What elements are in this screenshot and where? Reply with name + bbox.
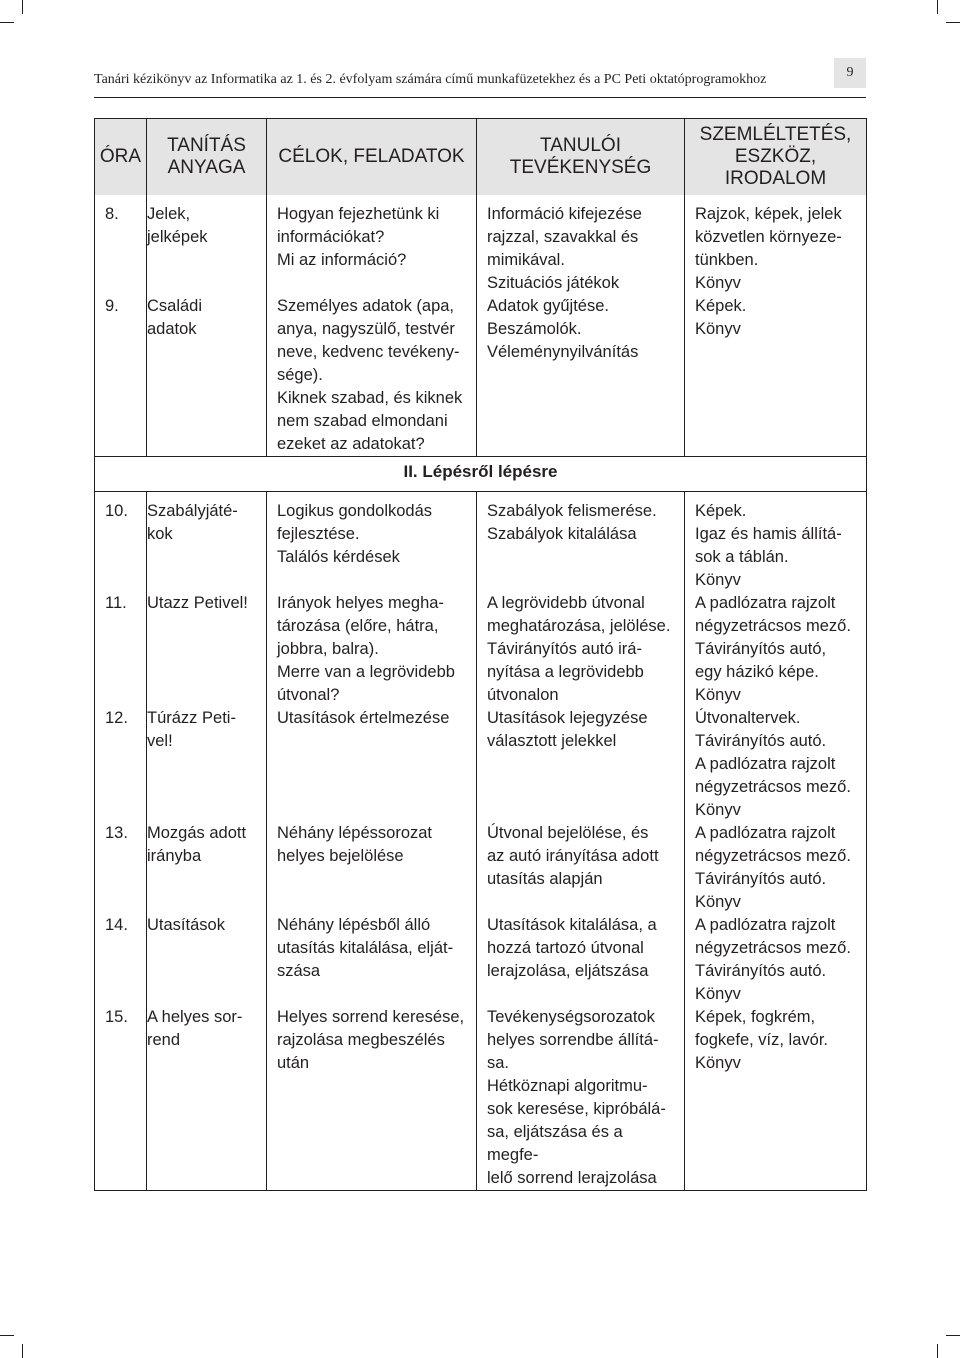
cell-celok: Hogyan fejezhetünk ki információkat? Mi az információ? [267, 195, 477, 295]
cell-anyag: A helyes sor- rend [147, 1006, 267, 1191]
page-number: 9 [834, 58, 866, 88]
cell-tevekenyseg: Útvonal bejelölése, és az autó irányítása adott utasítás alapján [477, 822, 685, 914]
crop-mark [946, 22, 960, 23]
cell-tevekenyseg: Adatok gyűjtése. Beszámolók. Véleménynyilvánítás [477, 295, 685, 457]
cell-tevekenyseg: A legrövidebb útvonal meghatározása, jelölése. Távirányítós autó irá- nyítása a legrövidebb útvonalon [477, 592, 685, 707]
cell-anyag: Utazz Petivel! [147, 592, 267, 707]
cell-tevekenyseg: Tevékenységsorozatok helyes sorrendbe állítá- sa. Hétköznapi algoritmu- sok keresése, kipróbálá- sa, eljátszása és a megfe- lelő sorrend lerajzolása [477, 1006, 685, 1191]
table-row [95, 492, 867, 593]
section-title: II. Lépésről lépésre [95, 457, 867, 492]
cell-eszkoz: Rajzok, képek, jelek közvetlen környeze- tünkben. Könyv [685, 195, 867, 295]
cell-anyag: Szabályjáté- kok [147, 492, 267, 593]
cell-eszkoz: Képek. Könyv [685, 295, 867, 457]
cell-ora: 10. [95, 492, 147, 593]
cell-anyag: Jelek, jelképek [147, 195, 267, 295]
column-header-anyag: TANÍTÁS ANYAGA [147, 119, 267, 196]
crop-mark [22, 1344, 23, 1358]
lesson-plan-table [94, 118, 867, 1191]
table-row [95, 592, 867, 707]
column-header-celok: CÉLOK, FELADATOK [267, 119, 477, 196]
cell-ora: 14. [95, 914, 147, 1006]
header-rule [94, 97, 866, 98]
crop-mark [22, 0, 23, 14]
table-row [95, 914, 867, 1006]
cell-ora: 12. [95, 707, 147, 822]
running-header: Tanári kézikönyv az Informatika az 1. és 2. évfolyam számára című munkafüzetekhez és a PC Peti oktatóprogramokhoz [94, 72, 767, 87]
cell-tevekenyseg: Információ kifejezése rajzzal, szavakkal és mimikával. Szituációs játékok [477, 195, 685, 295]
cell-celok: Irányok helyes megha- tározása (előre, hátra, jobbra, balra). Merre van a legrövidebb útvonal? [267, 592, 477, 707]
table-row [95, 707, 867, 822]
crop-mark [946, 1335, 960, 1336]
section-row [95, 457, 867, 492]
column-header-ora: ÓRA [95, 119, 147, 196]
cell-celok: Személyes adatok (apa, anya, nagyszülő, testvér neve, kedvenc tevékeny- sége). Kiknek szabad, és kiknek nem szabad elmondani ezeket az adatokat? [267, 295, 477, 457]
cell-celok: Utasítások értelmezése [267, 707, 477, 822]
crop-mark [0, 1335, 14, 1336]
cell-celok: Helyes sorrend keresése, rajzolása megbeszélés után [267, 1006, 477, 1191]
cell-eszkoz: A padlózatra rajzolt négyzetrácsos mező. Távirányítós autó. Könyv [685, 822, 867, 914]
table-row [95, 822, 867, 914]
cell-ora: 8. [95, 195, 147, 295]
cell-ora: 13. [95, 822, 147, 914]
crop-mark [937, 0, 938, 14]
column-header-tevekenyseg: TANULÓI TEVÉKENYSÉG [477, 119, 685, 196]
cell-ora: 15. [95, 1006, 147, 1191]
crop-mark [937, 1344, 938, 1358]
cell-tevekenyseg: Szabályok felismerése. Szabályok kitalálása [477, 492, 685, 593]
table-row [95, 1006, 867, 1191]
cell-ora: 11. [95, 592, 147, 707]
column-header-eszkoz: SZEMLÉLTETÉS, ESZKÖZ, IRODALOM [685, 119, 867, 196]
table-row [95, 295, 867, 457]
cell-ora: 9. [95, 295, 147, 457]
cell-anyag: Utasítások [147, 914, 267, 1006]
cell-celok: Néhány lépéssorozat helyes bejelölése [267, 822, 477, 914]
cell-tevekenyseg: Utasítások kitalálása, a hozzá tartozó útvonal lerajzolása, eljátszása [477, 914, 685, 1006]
crop-mark [0, 22, 14, 23]
cell-eszkoz: A padlózatra rajzolt négyzetrácsos mező. Távirányítós autó. Könyv [685, 914, 867, 1006]
cell-eszkoz: Képek. Igaz és hamis állítá- sok a táblán. Könyv [685, 492, 867, 593]
table-header-row [95, 119, 867, 196]
table-row [95, 195, 867, 295]
cell-eszkoz: A padlózatra rajzolt négyzetrácsos mező. Távirányítós autó, egy házikó képe. Könyv [685, 592, 867, 707]
cell-eszkoz: Képek, fogkrém, fogkefe, víz, lavór. Könyv [685, 1006, 867, 1191]
cell-anyag: Mozgás adott irányba [147, 822, 267, 914]
cell-eszkoz: Útvonaltervek. Távirányítós autó. A padlózatra rajzolt négyzetrácsos mező. Könyv [685, 707, 867, 822]
cell-anyag: Túrázz Peti- vel! [147, 707, 267, 822]
cell-celok: Logikus gondolkodás fejlesztése. Találós kérdések [267, 492, 477, 593]
cell-tevekenyseg: Utasítások lejegyzése választott jelekkel [477, 707, 685, 822]
cell-celok: Néhány lépésből álló utasítás kitalálása, elját- szása [267, 914, 477, 1006]
cell-anyag: Családi adatok [147, 295, 267, 457]
